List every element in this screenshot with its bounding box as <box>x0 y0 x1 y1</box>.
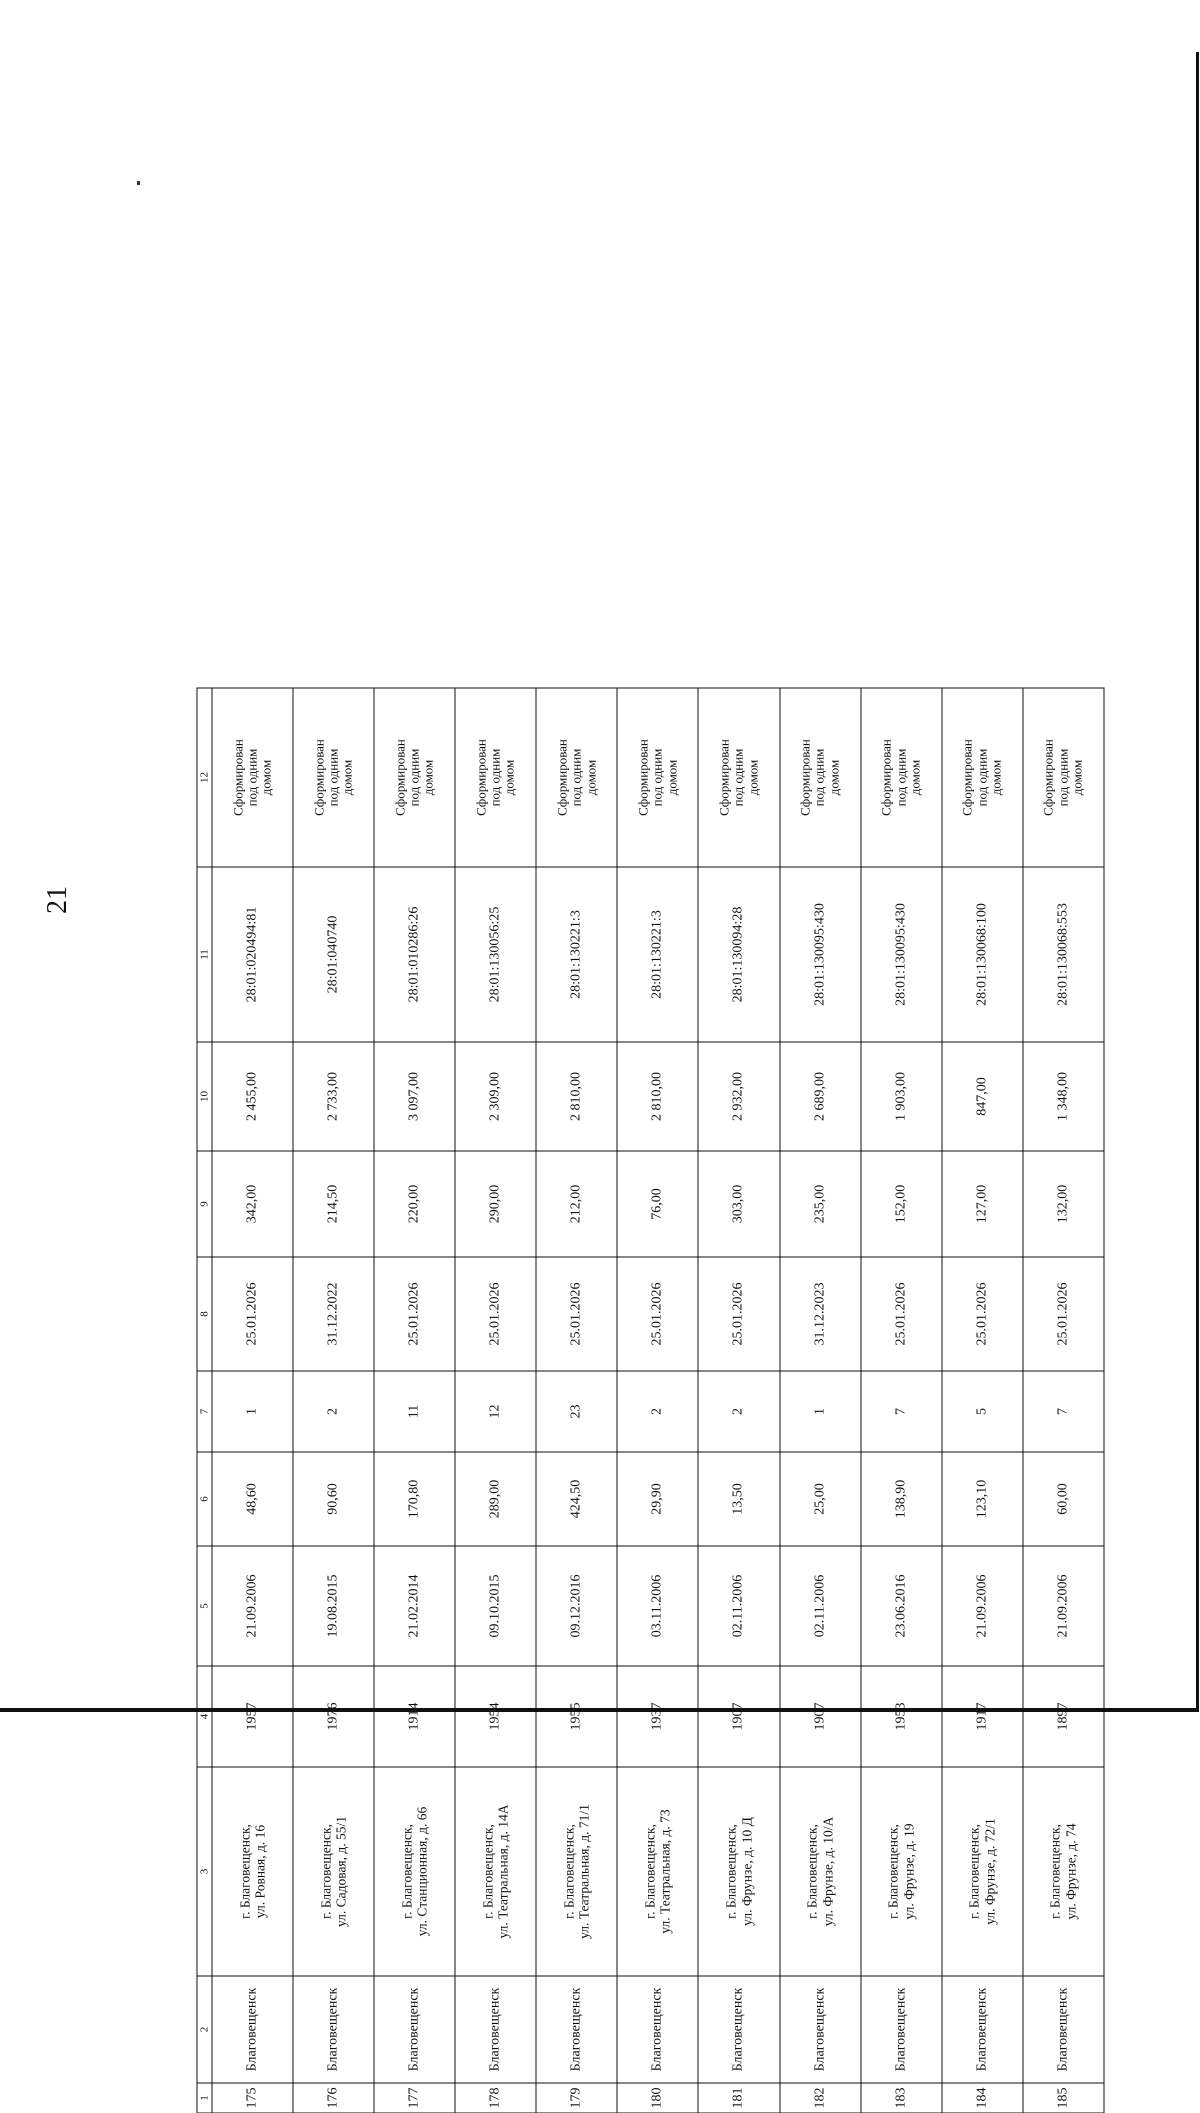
date-recognized: 09.10.2015 <box>455 1546 536 1666</box>
table-row <box>536 688 617 2113</box>
planned-date: 25.01.2026 <box>860 1257 941 1371</box>
status-line-1: Сформирован <box>472 738 488 816</box>
status-line-1: Сформирован <box>229 738 245 816</box>
city: Благовещенск <box>455 1976 536 2083</box>
status-line-2: под одним <box>649 748 665 806</box>
city: Благовещенск <box>698 1976 779 2083</box>
table-row <box>779 688 860 2113</box>
area-total: 2 309,00 <box>455 1042 536 1151</box>
address-line-2: ул. Театральная, д. 71/1 <box>576 1803 592 1939</box>
residents: 1 <box>212 1371 293 1452</box>
status <box>374 688 455 867</box>
status-line-1: Сформирован <box>634 738 650 816</box>
area-total: 2 733,00 <box>293 1042 374 1151</box>
status-line-2: под одним <box>406 748 422 806</box>
status-line-1: Сформирован <box>797 738 813 816</box>
city: Благовещенск <box>941 1976 1022 2083</box>
address-line-1: г. Благовещенск, <box>1047 1823 1063 1919</box>
status <box>293 688 374 867</box>
address <box>293 1767 374 1976</box>
address-line-1: г. Благовещенск, <box>722 1823 738 1919</box>
area: 123,10 <box>941 1452 1022 1546</box>
status-line-1: Сформирован <box>553 738 569 816</box>
address-line-2: ул. Фрунзе, д. 72/1 <box>981 1817 997 1925</box>
area-total: 2 455,00 <box>212 1042 293 1151</box>
address-line-1: г. Благовещенск, <box>966 1823 982 1919</box>
area-land: 132,00 <box>1022 1151 1103 1257</box>
table-row <box>212 688 293 2113</box>
address <box>779 1767 860 1976</box>
area-total: 1 348,00 <box>1022 1042 1103 1151</box>
area: 424,50 <box>536 1452 617 1546</box>
status <box>698 688 779 867</box>
residents: 11 <box>374 1371 455 1452</box>
row-number: 184 <box>941 2083 1022 2113</box>
area-land: 214,50 <box>293 1151 374 1257</box>
housing-table <box>196 687 1104 2113</box>
address-line-2: ул. Фрунзе, д. 19 <box>900 1822 916 1920</box>
area-land: 342,00 <box>212 1151 293 1257</box>
area: 90,60 <box>293 1452 374 1546</box>
address-line-1: г. Благовещенск, <box>804 1823 820 1919</box>
table-row <box>860 688 941 2113</box>
address-line-2: ул. Фрунзе, д. 74 <box>1062 1822 1078 1920</box>
cadastral-number: 28:01:130094:28 <box>698 867 779 1042</box>
status-line-2: под одним <box>324 748 340 806</box>
area: 13,50 <box>698 1452 779 1546</box>
cadastral-number: 28:01:130095:430 <box>860 867 941 1042</box>
city: Благовещенск <box>536 1976 617 2083</box>
column-header: 6 <box>197 1452 212 1546</box>
column-header: 10 <box>197 1042 212 1151</box>
address-line-2: ул. Театральная, д. 14А <box>495 1803 511 1939</box>
residents: 1 <box>779 1371 860 1452</box>
build-year: 1955 <box>536 1666 617 1767</box>
table-row <box>617 688 698 2113</box>
area-land: 76,00 <box>617 1151 698 1257</box>
status-line-3: домом <box>1069 759 1085 795</box>
status-line-3: домом <box>987 759 1003 795</box>
column-header: 11 <box>197 867 212 1042</box>
column-header: 8 <box>197 1257 212 1371</box>
row-number: 175 <box>212 2083 293 2113</box>
column-header: 7 <box>197 1371 212 1452</box>
build-year: 1897 <box>1022 1666 1103 1767</box>
date-recognized: 21.02.2014 <box>374 1546 455 1666</box>
cadastral-number: 28:01:010286:26 <box>374 867 455 1042</box>
status <box>941 688 1022 867</box>
date-recognized: 19.08.2015 <box>293 1546 374 1666</box>
address-line-2: ул. Садовая, д. 55/1 <box>333 1815 349 1927</box>
status-line-1: Сформирован <box>1040 738 1056 816</box>
status <box>455 688 536 867</box>
planned-date: 25.01.2026 <box>455 1257 536 1371</box>
area-total: 2 810,00 <box>536 1042 617 1151</box>
row-number: 181 <box>698 2083 779 2113</box>
table-body <box>197 688 1104 2113</box>
area-total: 2 689,00 <box>779 1042 860 1151</box>
address <box>941 1767 1022 1976</box>
address-line-2: ул. Ровная, д. 16 <box>252 1824 268 1918</box>
row-number: 179 <box>536 2083 617 2113</box>
status <box>779 688 860 867</box>
status-line-3: домом <box>501 759 517 795</box>
residents: 12 <box>455 1371 536 1452</box>
area: 289,00 <box>455 1452 536 1546</box>
status-line-1: Сформирован <box>716 738 732 816</box>
column-header: 1 <box>197 2083 212 2113</box>
build-year: 1957 <box>212 1666 293 1767</box>
date-recognized: 03.11.2006 <box>617 1546 698 1666</box>
row-number: 183 <box>860 2083 941 2113</box>
status-line-3: домом <box>339 759 355 795</box>
status-line-1: Сформирован <box>391 738 407 816</box>
build-year: 1954 <box>455 1666 536 1767</box>
address-line-2: ул. Фрунзе, д. 10/А <box>819 1816 835 1926</box>
address <box>212 1767 293 1976</box>
status-line-3: домом <box>825 759 841 795</box>
column-number-row <box>197 688 212 2113</box>
table-row <box>698 688 779 2113</box>
status-line-3: домом <box>744 759 760 795</box>
planned-date: 25.01.2026 <box>698 1257 779 1371</box>
address-line-2: ул. Театральная, д. 73 <box>657 1808 673 1934</box>
status <box>212 688 293 867</box>
row-number: 182 <box>779 2083 860 2113</box>
build-year: 1917 <box>941 1666 1022 1767</box>
address-line-1: г. Благовещенск, <box>236 1823 252 1919</box>
address <box>455 1767 536 1976</box>
build-year: 1914 <box>374 1666 455 1767</box>
address <box>617 1767 698 1976</box>
date-recognized: 02.11.2006 <box>779 1546 860 1666</box>
status-line-3: домом <box>663 759 679 795</box>
residents: 5 <box>941 1371 1022 1452</box>
status-line-2: под одним <box>892 748 908 806</box>
rotated-table-container <box>196 688 1104 2113</box>
page-number: 21 <box>42 886 73 914</box>
table-row <box>1022 688 1103 2113</box>
area: 170,80 <box>374 1452 455 1546</box>
area: 60,00 <box>1022 1452 1103 1546</box>
address-line-1: г. Благовещенск, <box>398 1823 414 1919</box>
status-line-2: под одним <box>973 748 989 806</box>
address <box>1022 1767 1103 1976</box>
row-number: 178 <box>455 2083 536 2113</box>
status-line-2: под одним <box>811 748 827 806</box>
column-header: 4 <box>197 1666 212 1767</box>
table-row <box>293 688 374 2113</box>
table-row <box>941 688 1022 2113</box>
planned-date: 25.01.2026 <box>374 1257 455 1371</box>
cadastral-number: 28:01:040740 <box>293 867 374 1042</box>
build-year: 1907 <box>698 1666 779 1767</box>
area-total: 847,00 <box>941 1042 1022 1151</box>
status-line-3: домом <box>582 759 598 795</box>
address-line-1: г. Благовещенск, <box>641 1823 657 1919</box>
residents: 23 <box>536 1371 617 1452</box>
status-line-1: Сформирован <box>878 738 894 816</box>
address-line-1: г. Благовещенск, <box>479 1823 495 1919</box>
address <box>374 1767 455 1976</box>
area-land: 127,00 <box>941 1151 1022 1257</box>
address-line-2: ул. Станционная, д. 66 <box>414 1806 430 1936</box>
address <box>698 1767 779 1976</box>
build-year: 1907 <box>779 1666 860 1767</box>
area-total: 2 810,00 <box>617 1042 698 1151</box>
status-line-2: под одним <box>1054 748 1070 806</box>
area-land: 212,00 <box>536 1151 617 1257</box>
status <box>536 688 617 867</box>
city: Благовещенск <box>617 1976 698 2083</box>
cadastral-number: 28:01:130221:3 <box>617 867 698 1042</box>
address <box>860 1767 941 1976</box>
residents: 7 <box>1022 1371 1103 1452</box>
column-header: 9 <box>197 1151 212 1257</box>
status-line-2: под одним <box>487 748 503 806</box>
area-land: 152,00 <box>860 1151 941 1257</box>
area-total: 1 903,00 <box>860 1042 941 1151</box>
city: Благовещенск <box>374 1976 455 2083</box>
city: Благовещенск <box>293 1976 374 2083</box>
planned-date: 25.01.2026 <box>1022 1257 1103 1371</box>
row-number: 185 <box>1022 2083 1103 2113</box>
status <box>1022 688 1103 867</box>
date-recognized: 21.09.2006 <box>941 1546 1022 1666</box>
date-recognized: 23.06.2016 <box>860 1546 941 1666</box>
residents: 2 <box>293 1371 374 1452</box>
column-header: 5 <box>197 1546 212 1666</box>
table-row <box>455 688 536 2113</box>
row-number: 177 <box>374 2083 455 2113</box>
row-number: 176 <box>293 2083 374 2113</box>
area-land: 235,00 <box>779 1151 860 1257</box>
area: 25,00 <box>779 1452 860 1546</box>
date-recognized: 02.11.2006 <box>698 1546 779 1666</box>
address <box>536 1767 617 1976</box>
planned-date: 31.12.2023 <box>779 1257 860 1371</box>
date-recognized: 21.09.2006 <box>1022 1546 1103 1666</box>
city: Благовещенск <box>779 1976 860 2083</box>
planned-date: 25.01.2026 <box>941 1257 1022 1371</box>
scan-speck <box>137 181 140 185</box>
planned-date: 25.01.2026 <box>617 1257 698 1371</box>
status-line-3: домом <box>420 759 436 795</box>
cadastral-number: 28:01:130068:553 <box>1022 867 1103 1042</box>
area: 138,90 <box>860 1452 941 1546</box>
city: Благовещенск <box>1022 1976 1103 2083</box>
area-land: 290,00 <box>455 1151 536 1257</box>
build-year: 1976 <box>293 1666 374 1767</box>
area: 48,60 <box>212 1452 293 1546</box>
residents: 7 <box>860 1371 941 1452</box>
address-line-1: г. Благовещенск, <box>560 1823 576 1919</box>
address-line-1: г. Благовещенск, <box>317 1823 333 1919</box>
cadastral-number: 28:01:130221:3 <box>536 867 617 1042</box>
cadastral-number: 28:01:130068:100 <box>941 867 1022 1042</box>
status-line-1: Сформирован <box>310 738 326 816</box>
address-line-2: ул. Фрунзе, д. 10 Д <box>738 1816 754 1926</box>
table-row <box>374 688 455 2113</box>
status-line-2: под одним <box>730 748 746 806</box>
build-year: 1953 <box>860 1666 941 1767</box>
area-total: 3 097,00 <box>374 1042 455 1151</box>
status-line-2: под одним <box>568 748 584 806</box>
status-line-3: домом <box>258 759 274 795</box>
scan-edge-right <box>1196 52 1199 1708</box>
area-total: 2 932,00 <box>698 1042 779 1151</box>
planned-date: 25.01.2026 <box>212 1257 293 1371</box>
address-line-1: г. Благовещенск, <box>885 1823 901 1919</box>
status-line-3: домом <box>906 759 922 795</box>
residents: 2 <box>617 1371 698 1452</box>
row-number: 180 <box>617 2083 698 2113</box>
area-land: 303,00 <box>698 1151 779 1257</box>
status-line-1: Сформирован <box>959 738 975 816</box>
planned-date: 31.12.2022 <box>293 1257 374 1371</box>
area: 29,90 <box>617 1452 698 1546</box>
column-header: 12 <box>197 688 212 867</box>
cadastral-number: 28:01:020494:81 <box>212 867 293 1042</box>
column-header: 2 <box>197 1976 212 2083</box>
planned-date: 25.01.2026 <box>536 1257 617 1371</box>
build-year: 1937 <box>617 1666 698 1767</box>
city: Благовещенск <box>212 1976 293 2083</box>
date-recognized: 09.12.2016 <box>536 1546 617 1666</box>
status-line-2: под одним <box>243 748 259 806</box>
status <box>860 688 941 867</box>
cadastral-number: 28:01:130095:430 <box>779 867 860 1042</box>
residents: 2 <box>698 1371 779 1452</box>
cadastral-number: 28:01:130056:25 <box>455 867 536 1042</box>
area-land: 220,00 <box>374 1151 455 1257</box>
column-header: 3 <box>197 1767 212 1976</box>
city: Благовещенск <box>860 1976 941 2083</box>
status <box>617 688 698 867</box>
date-recognized: 21.09.2006 <box>212 1546 293 1666</box>
